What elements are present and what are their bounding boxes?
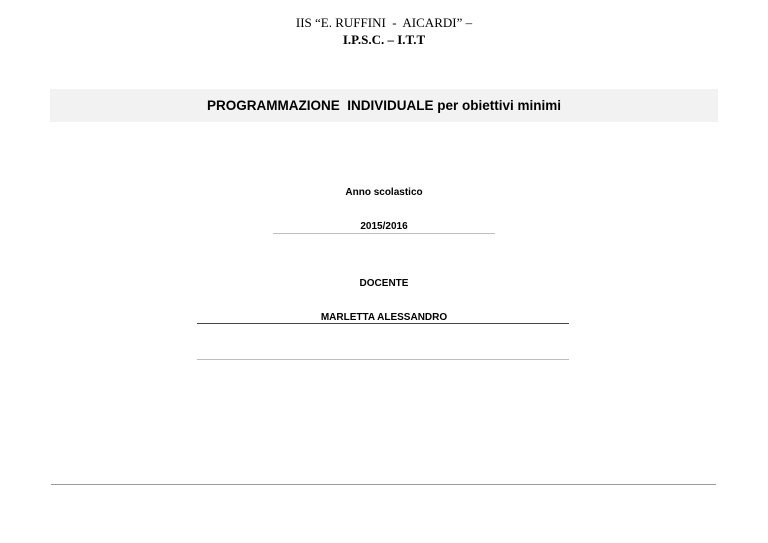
school-year-value: 2015/2016 (360, 221, 408, 232)
document-title: PROGRAMMAZIONE INDIVIDUALE per obiettivi minimi (206, 98, 562, 113)
teacher-value: MARLETTA ALESSANDRO (320, 312, 448, 323)
school-name: IIS “E. RUFFINI - AICARDI” – (295, 15, 473, 30)
teacher-label: DOCENTE (359, 278, 409, 289)
footer-rule (51, 484, 716, 485)
school-year-underline (273, 233, 495, 234)
school-year-label: Anno scolastico (345, 187, 423, 198)
blank-signature-line (197, 359, 569, 360)
title-band (50, 89, 718, 122)
teacher-underline (197, 323, 569, 324)
institute-types: I.P.S.C. – I.T.T (342, 32, 426, 47)
